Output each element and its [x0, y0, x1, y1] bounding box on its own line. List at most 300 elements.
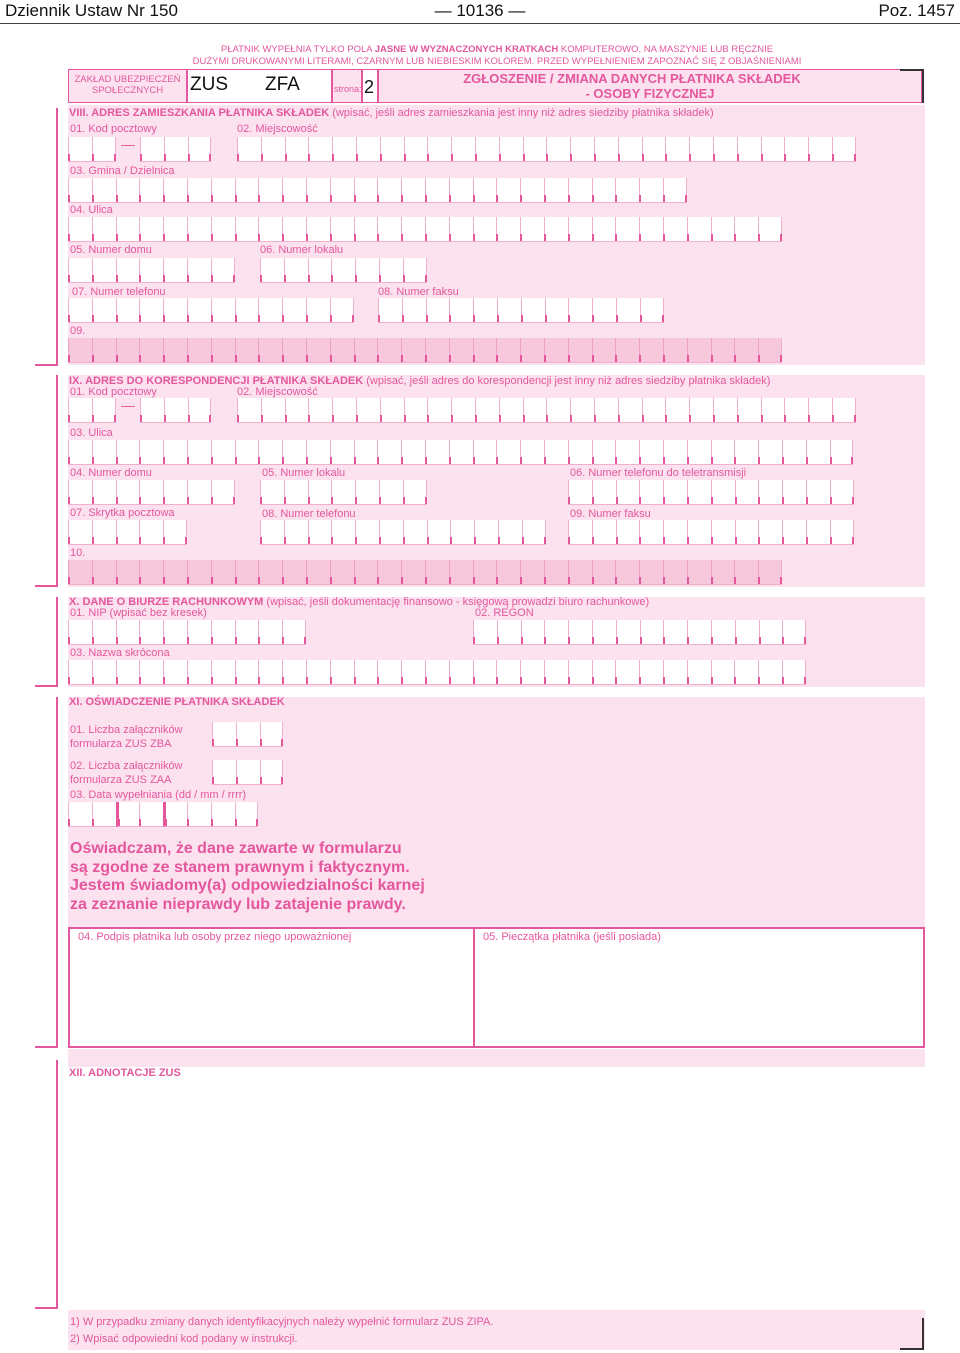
char-cell[interactable] — [187, 620, 211, 645]
char-cell[interactable] — [116, 440, 140, 465]
char-cell[interactable] — [237, 398, 261, 423]
char-cell[interactable] — [163, 440, 187, 465]
char-cell[interactable] — [592, 298, 616, 323]
char-cell[interactable] — [306, 440, 330, 465]
char-cell[interactable] — [211, 620, 235, 645]
char-cell[interactable] — [758, 440, 782, 465]
char-cell[interactable] — [734, 660, 758, 685]
char-cell[interactable] — [568, 620, 592, 645]
char-cell[interactable] — [808, 398, 832, 423]
char-cell[interactable] — [568, 217, 592, 242]
char-cell[interactable] — [163, 802, 187, 827]
char-cell[interactable] — [260, 520, 284, 545]
char-cell[interactable] — [663, 620, 687, 645]
char-cell[interactable] — [356, 398, 380, 423]
char-cell[interactable] — [116, 660, 140, 685]
char-cell[interactable] — [544, 440, 568, 465]
char-cell[interactable] — [404, 137, 428, 162]
char-cell[interactable] — [261, 137, 285, 162]
char-cell[interactable] — [260, 480, 284, 505]
char-cell[interactable] — [639, 520, 663, 545]
char-cell[interactable] — [211, 217, 235, 242]
char-cell[interactable] — [639, 660, 663, 685]
char-cell[interactable] — [687, 480, 711, 505]
char-cell[interactable] — [640, 298, 664, 323]
char-cell[interactable] — [616, 480, 640, 505]
char-cell[interactable] — [92, 298, 116, 323]
char-cell[interactable] — [92, 802, 116, 827]
char-cell[interactable] — [640, 620, 664, 645]
char-cell[interactable] — [427, 398, 451, 423]
char-cell[interactable] — [211, 258, 235, 283]
char-cell[interactable] — [737, 137, 761, 162]
char-cell[interactable] — [258, 298, 282, 323]
char-cell[interactable] — [758, 480, 782, 505]
char-cell[interactable] — [594, 137, 618, 162]
char-cell[interactable] — [187, 440, 211, 465]
char-cell[interactable] — [139, 480, 163, 505]
char-cell[interactable] — [523, 398, 547, 423]
char-cell[interactable] — [377, 660, 401, 685]
char-cell[interactable] — [449, 298, 473, 323]
char-cell[interactable] — [544, 620, 568, 645]
char-cell[interactable] — [450, 520, 474, 545]
char-cell[interactable] — [832, 137, 856, 162]
char-cell[interactable] — [116, 217, 140, 242]
char-cell[interactable] — [498, 520, 522, 545]
char-cell[interactable] — [545, 298, 569, 323]
char-cell[interactable] — [116, 258, 140, 283]
char-cell[interactable] — [282, 620, 306, 645]
char-cell[interactable] — [282, 178, 306, 203]
char-cell[interactable] — [68, 258, 92, 283]
char-cell[interactable] — [187, 660, 211, 685]
char-cell[interactable] — [378, 298, 402, 323]
char-cell[interactable] — [355, 480, 379, 505]
char-cell[interactable] — [235, 620, 259, 645]
char-cell[interactable] — [734, 217, 758, 242]
char-cell[interactable] — [758, 217, 782, 242]
char-cell[interactable] — [306, 660, 330, 685]
char-cell[interactable] — [592, 178, 616, 203]
char-cell[interactable] — [356, 137, 380, 162]
char-cell[interactable] — [546, 137, 570, 162]
char-cell[interactable] — [116, 480, 140, 505]
char-cell[interactable] — [618, 137, 642, 162]
char-cell[interactable] — [474, 520, 498, 545]
char-cell[interactable] — [568, 660, 592, 685]
char-cell[interactable] — [568, 298, 592, 323]
char-cell[interactable] — [496, 178, 520, 203]
char-cell[interactable] — [592, 217, 616, 242]
char-cell[interactable] — [236, 760, 260, 785]
char-cell[interactable] — [308, 480, 332, 505]
char-cell[interactable] — [380, 398, 404, 423]
char-cell[interactable] — [68, 217, 92, 242]
char-cell[interactable] — [68, 660, 92, 685]
char-cell[interactable] — [546, 398, 570, 423]
char-cell[interactable] — [308, 520, 332, 545]
char-cell[interactable] — [782, 480, 806, 505]
char-cell[interactable] — [235, 802, 259, 827]
char-cell[interactable] — [403, 258, 427, 283]
char-cell[interactable] — [427, 137, 451, 162]
char-cell[interactable] — [235, 440, 259, 465]
char-cell[interactable] — [211, 660, 235, 685]
char-cell[interactable] — [139, 802, 163, 827]
char-cell[interactable] — [639, 480, 663, 505]
char-cell[interactable] — [330, 217, 354, 242]
char-cell[interactable] — [639, 217, 663, 242]
char-cell[interactable] — [92, 258, 116, 283]
char-cell[interactable] — [520, 440, 544, 465]
char-cell[interactable] — [402, 298, 426, 323]
char-cell[interactable] — [734, 440, 758, 465]
char-cell[interactable] — [68, 398, 92, 423]
char-cell[interactable] — [496, 217, 520, 242]
char-cell[interactable] — [663, 217, 687, 242]
char-cell[interactable] — [68, 480, 92, 505]
char-cell[interactable] — [211, 298, 235, 323]
char-cell[interactable] — [616, 520, 640, 545]
char-cell[interactable] — [475, 398, 499, 423]
char-cell[interactable] — [449, 178, 473, 203]
char-cell[interactable] — [331, 258, 355, 283]
char-cell[interactable] — [68, 178, 92, 203]
char-cell[interactable] — [68, 802, 92, 827]
char-cell[interactable] — [425, 440, 449, 465]
char-cell[interactable] — [258, 440, 282, 465]
char-cell[interactable] — [616, 298, 640, 323]
char-cell[interactable] — [473, 620, 497, 645]
char-cell[interactable] — [92, 520, 116, 545]
char-cell[interactable] — [163, 520, 187, 545]
char-cell[interactable] — [379, 520, 403, 545]
char-cell[interactable] — [140, 398, 164, 423]
char-cell[interactable] — [354, 217, 378, 242]
char-cell[interactable] — [404, 398, 428, 423]
char-cell[interactable] — [687, 440, 711, 465]
char-cell[interactable] — [92, 480, 116, 505]
char-cell[interactable] — [235, 217, 259, 242]
char-cell[interactable] — [332, 398, 356, 423]
char-cell[interactable] — [568, 520, 592, 545]
char-cell[interactable] — [308, 137, 332, 162]
char-cell[interactable] — [139, 178, 163, 203]
char-cell[interactable] — [473, 178, 497, 203]
char-cell[interactable] — [544, 660, 568, 685]
char-cell[interactable] — [306, 178, 330, 203]
char-cell[interactable] — [663, 178, 687, 203]
char-cell[interactable] — [521, 620, 545, 645]
char-cell[interactable] — [163, 620, 187, 645]
char-cell[interactable] — [806, 440, 830, 465]
char-cell[interactable] — [615, 660, 639, 685]
char-cell[interactable] — [784, 137, 808, 162]
char-cell[interactable] — [639, 178, 663, 203]
char-cell[interactable] — [425, 217, 449, 242]
char-cell[interactable] — [473, 217, 497, 242]
char-cell[interactable] — [568, 178, 592, 203]
char-cell[interactable] — [642, 137, 666, 162]
char-cell[interactable] — [403, 520, 427, 545]
char-cell[interactable] — [449, 660, 473, 685]
char-cell[interactable] — [761, 398, 785, 423]
char-cell[interactable] — [499, 137, 523, 162]
char-cell[interactable] — [92, 660, 116, 685]
char-cell[interactable] — [735, 620, 759, 645]
char-cell[interactable] — [475, 137, 499, 162]
char-cell[interactable] — [139, 520, 163, 545]
char-cell[interactable] — [497, 298, 521, 323]
char-cell[interactable] — [258, 178, 282, 203]
char-cell[interactable] — [330, 178, 354, 203]
char-cell[interactable] — [68, 440, 92, 465]
char-cell[interactable] — [473, 660, 497, 685]
char-cell[interactable] — [426, 298, 450, 323]
char-cell[interactable] — [212, 760, 236, 785]
char-cell[interactable] — [187, 802, 211, 827]
char-cell[interactable] — [92, 620, 116, 645]
char-cell[interactable] — [449, 440, 473, 465]
char-cell[interactable] — [594, 398, 618, 423]
char-cell[interactable] — [211, 802, 235, 827]
char-cell[interactable] — [116, 178, 140, 203]
char-cell[interactable] — [258, 620, 282, 645]
char-cell[interactable] — [784, 398, 808, 423]
char-cell[interactable] — [235, 178, 259, 203]
char-cell[interactable] — [401, 178, 425, 203]
char-cell[interactable] — [592, 520, 616, 545]
char-cell[interactable] — [615, 440, 639, 465]
char-cell[interactable] — [592, 440, 616, 465]
char-cell[interactable] — [116, 520, 140, 545]
char-cell[interactable] — [282, 217, 306, 242]
char-cell[interactable] — [592, 480, 616, 505]
char-cell[interactable] — [68, 520, 92, 545]
char-cell[interactable] — [427, 520, 451, 545]
char-cell[interactable] — [616, 620, 640, 645]
char-cell[interactable] — [761, 137, 785, 162]
char-cell[interactable] — [377, 178, 401, 203]
char-cell[interactable] — [544, 178, 568, 203]
char-cell[interactable] — [711, 480, 735, 505]
char-cell[interactable] — [354, 660, 378, 685]
char-cell[interactable] — [211, 440, 235, 465]
char-cell[interactable] — [235, 660, 259, 685]
char-cell[interactable] — [92, 137, 116, 162]
char-cell[interactable] — [237, 137, 261, 162]
char-cell[interactable] — [568, 440, 592, 465]
char-cell[interactable] — [687, 217, 711, 242]
char-cell[interactable] — [782, 620, 806, 645]
char-cell[interactable] — [665, 398, 689, 423]
char-cell[interactable] — [735, 480, 759, 505]
char-cell[interactable] — [187, 480, 211, 505]
char-cell[interactable] — [830, 440, 854, 465]
char-cell[interactable] — [782, 660, 806, 685]
char-cell[interactable] — [140, 137, 164, 162]
char-cell[interactable] — [260, 760, 284, 785]
char-cell[interactable] — [284, 480, 308, 505]
char-cell[interactable] — [354, 178, 378, 203]
char-cell[interactable] — [282, 660, 306, 685]
char-cell[interactable] — [711, 660, 735, 685]
char-cell[interactable] — [806, 520, 830, 545]
char-cell[interactable] — [164, 137, 188, 162]
char-cell[interactable] — [570, 398, 594, 423]
char-cell[interactable] — [592, 660, 616, 685]
char-cell[interactable] — [330, 298, 354, 323]
char-cell[interactable] — [306, 298, 330, 323]
char-cell[interactable] — [473, 298, 497, 323]
char-cell[interactable] — [139, 217, 163, 242]
char-cell[interactable] — [496, 440, 520, 465]
char-cell[interactable] — [759, 620, 783, 645]
char-cell[interactable] — [377, 440, 401, 465]
char-cell[interactable] — [713, 398, 737, 423]
char-cell[interactable] — [522, 520, 546, 545]
char-cell[interactable] — [711, 440, 735, 465]
char-cell[interactable] — [425, 660, 449, 685]
char-cell[interactable] — [139, 440, 163, 465]
char-cell[interactable] — [68, 620, 92, 645]
char-cell[interactable] — [380, 137, 404, 162]
char-cell[interactable] — [615, 217, 639, 242]
char-cell[interactable] — [377, 217, 401, 242]
char-cell[interactable] — [330, 660, 354, 685]
char-cell[interactable] — [689, 137, 713, 162]
char-cell[interactable] — [164, 398, 188, 423]
char-cell[interactable] — [235, 298, 259, 323]
char-cell[interactable] — [473, 440, 497, 465]
char-cell[interactable] — [163, 258, 187, 283]
char-cell[interactable] — [116, 298, 140, 323]
char-cell[interactable] — [163, 298, 187, 323]
char-cell[interactable] — [284, 258, 308, 283]
char-cell[interactable] — [782, 520, 806, 545]
char-cell[interactable] — [687, 520, 711, 545]
char-cell[interactable] — [806, 480, 830, 505]
char-cell[interactable] — [496, 660, 520, 685]
char-cell[interactable] — [713, 137, 737, 162]
char-cell[interactable] — [212, 722, 236, 747]
char-cell[interactable] — [355, 520, 379, 545]
char-cell[interactable] — [116, 802, 140, 827]
char-cell[interactable] — [520, 217, 544, 242]
char-cell[interactable] — [711, 217, 735, 242]
char-cell[interactable] — [139, 660, 163, 685]
char-cell[interactable] — [211, 480, 235, 505]
char-cell[interactable] — [308, 398, 332, 423]
char-cell[interactable] — [188, 137, 212, 162]
char-cell[interactable] — [832, 398, 856, 423]
char-cell[interactable] — [331, 520, 355, 545]
char-cell[interactable] — [211, 178, 235, 203]
char-cell[interactable] — [758, 660, 782, 685]
char-cell[interactable] — [332, 137, 356, 162]
char-cell[interactable] — [520, 178, 544, 203]
char-cell[interactable] — [187, 298, 211, 323]
char-cell[interactable] — [261, 398, 285, 423]
char-cell[interactable] — [808, 137, 832, 162]
char-cell[interactable] — [568, 480, 592, 505]
char-cell[interactable] — [163, 217, 187, 242]
char-cell[interactable] — [401, 440, 425, 465]
char-cell[interactable] — [282, 440, 306, 465]
char-cell[interactable] — [284, 520, 308, 545]
char-cell[interactable] — [663, 660, 687, 685]
char-cell[interactable] — [618, 398, 642, 423]
char-cell[interactable] — [68, 137, 92, 162]
char-cell[interactable] — [116, 620, 140, 645]
char-cell[interactable] — [139, 258, 163, 283]
char-cell[interactable] — [544, 217, 568, 242]
char-cell[interactable] — [379, 258, 403, 283]
char-cell[interactable] — [663, 520, 687, 545]
char-cell[interactable] — [687, 620, 711, 645]
char-cell[interactable] — [401, 660, 425, 685]
char-cell[interactable] — [355, 258, 379, 283]
char-cell[interactable] — [188, 398, 212, 423]
char-cell[interactable] — [285, 137, 309, 162]
char-cell[interactable] — [163, 660, 187, 685]
char-cell[interactable] — [260, 722, 284, 747]
char-cell[interactable] — [282, 298, 306, 323]
stamp-box[interactable] — [473, 927, 925, 1048]
char-cell[interactable] — [451, 137, 475, 162]
char-cell[interactable] — [139, 298, 163, 323]
char-cell[interactable] — [308, 258, 332, 283]
char-cell[interactable] — [92, 398, 116, 423]
char-cell[interactable] — [330, 440, 354, 465]
char-cell[interactable] — [139, 620, 163, 645]
char-cell[interactable] — [782, 440, 806, 465]
char-cell[interactable] — [523, 137, 547, 162]
char-cell[interactable] — [285, 398, 309, 423]
char-cell[interactable] — [663, 480, 687, 505]
char-cell[interactable] — [425, 178, 449, 203]
char-cell[interactable] — [615, 178, 639, 203]
char-cell[interactable] — [260, 258, 284, 283]
char-cell[interactable] — [570, 137, 594, 162]
char-cell[interactable] — [830, 520, 854, 545]
char-cell[interactable] — [449, 217, 473, 242]
char-cell[interactable] — [403, 480, 427, 505]
char-cell[interactable] — [642, 398, 666, 423]
char-cell[interactable] — [68, 298, 92, 323]
char-cell[interactable] — [497, 620, 521, 645]
char-cell[interactable] — [663, 440, 687, 465]
char-cell[interactable] — [379, 480, 403, 505]
char-cell[interactable] — [92, 178, 116, 203]
signature-box[interactable] — [68, 927, 475, 1048]
char-cell[interactable] — [187, 178, 211, 203]
char-cell[interactable] — [163, 178, 187, 203]
char-cell[interactable] — [354, 440, 378, 465]
char-cell[interactable] — [92, 217, 116, 242]
char-cell[interactable] — [639, 440, 663, 465]
char-cell[interactable] — [711, 620, 735, 645]
char-cell[interactable] — [665, 137, 689, 162]
char-cell[interactable] — [331, 480, 355, 505]
char-cell[interactable] — [499, 398, 523, 423]
char-cell[interactable] — [521, 298, 545, 323]
char-cell[interactable] — [306, 217, 330, 242]
char-cell[interactable] — [830, 480, 854, 505]
char-cell[interactable] — [689, 398, 713, 423]
char-cell[interactable] — [163, 480, 187, 505]
